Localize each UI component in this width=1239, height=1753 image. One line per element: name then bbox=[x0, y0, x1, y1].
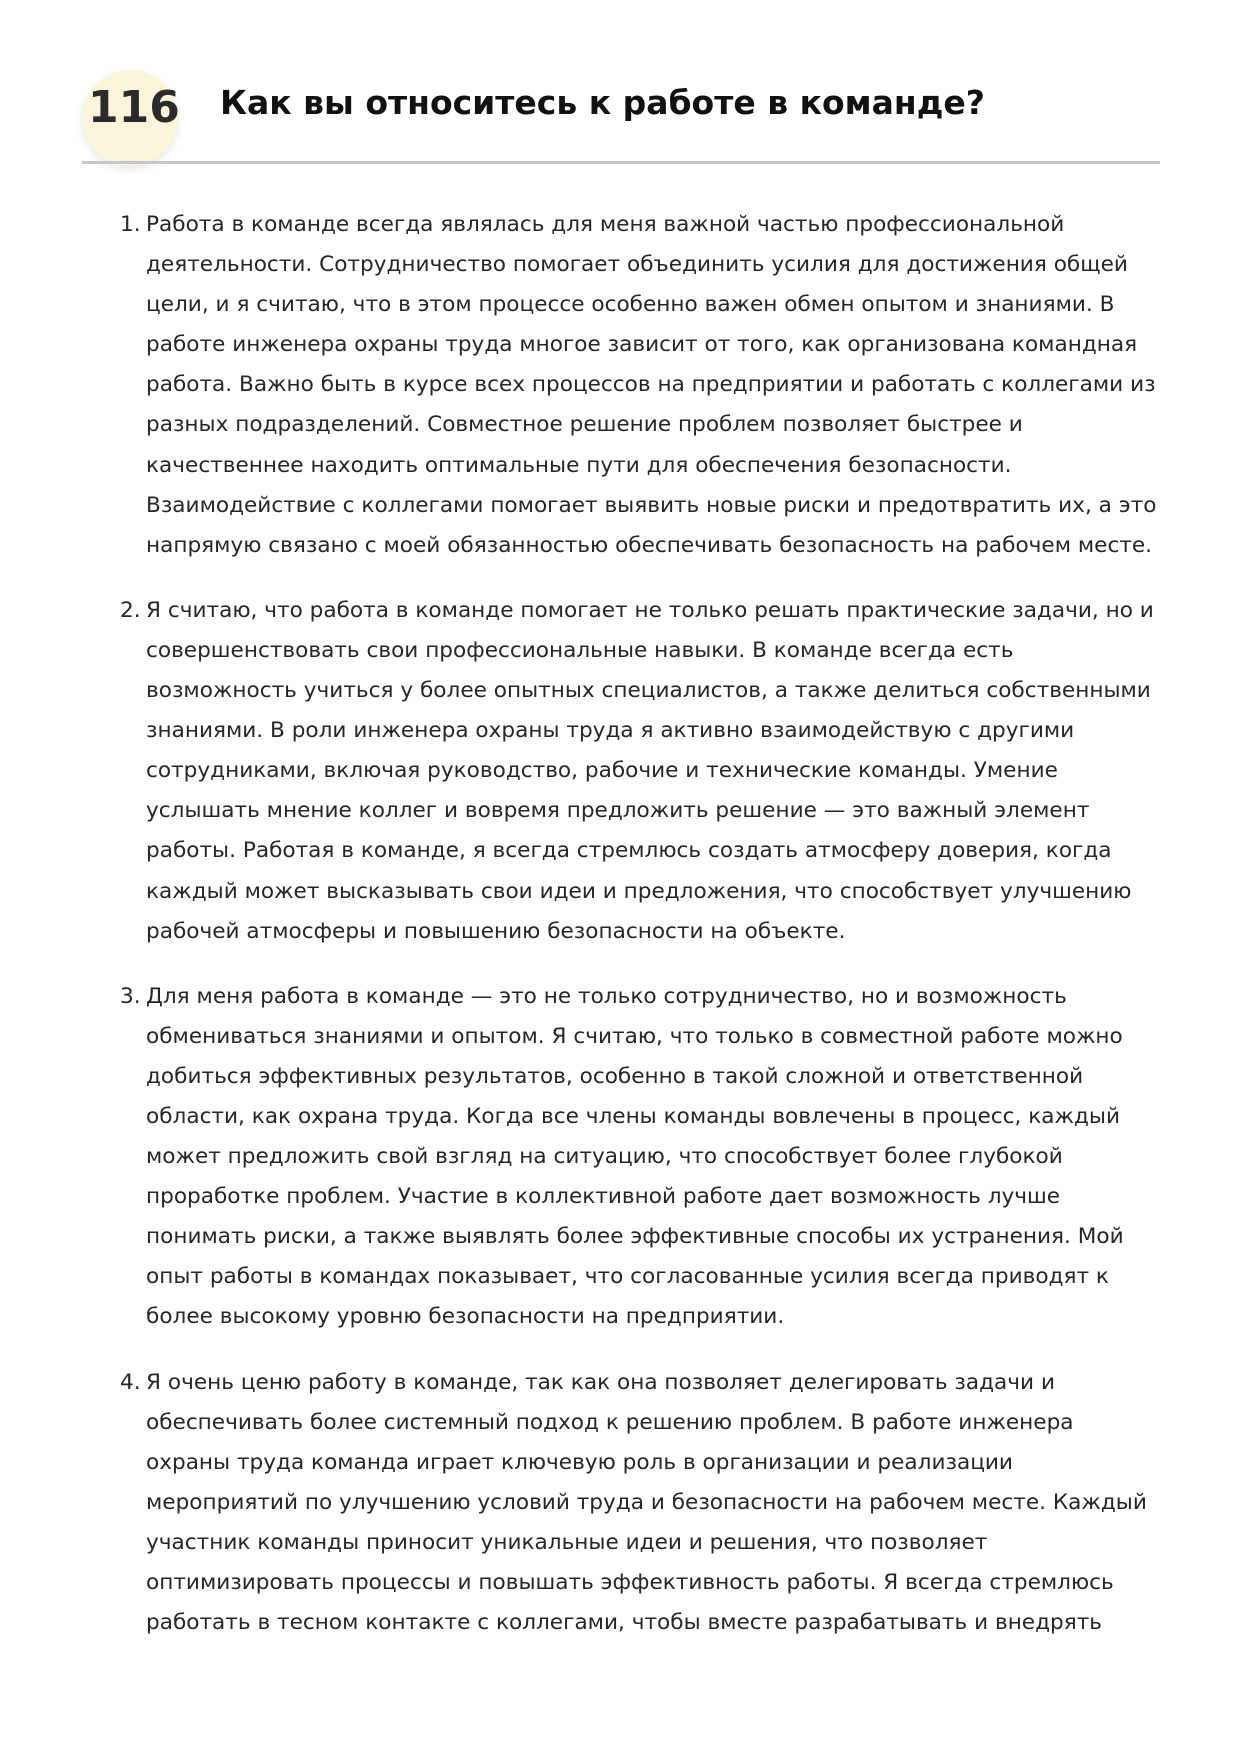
question-number: 116 bbox=[88, 82, 180, 133]
header-divider bbox=[82, 161, 1160, 164]
answer-item-4 bbox=[112, 1363, 1162, 1644]
answer-number: 2. bbox=[120, 597, 141, 623]
question-header bbox=[82, 60, 1160, 162]
question-title: Как вы относитесь к работе в команде? bbox=[220, 83, 985, 122]
answer-item-1 bbox=[112, 205, 1162, 566]
answers-list bbox=[112, 205, 1162, 1668]
answer-number: 1. bbox=[120, 212, 141, 237]
answer-number: 4. bbox=[120, 1369, 141, 1395]
answer-item-3 bbox=[112, 977, 1162, 1338]
answer-number: 3. bbox=[120, 983, 141, 1009]
answer-text: Работа в команде всегда являлась для меня важной частью профессиональной деятельности. Сотрудничество помогает объединить усилия для достижения общей цели, и я считаю, что в этом процессе особенно важен обмен опытом и знаниями. В работе инженера охраны труда многое зависит от того, как организована командная работа. Важно быть в курсе всех процессов на предприятии и работать с коллегами из разных подразделений. Совместное решение проблем позволяет быстрее и качественнее находить оптимальные пути для обеспечения безопасности. Взаимодействие с коллегами помогает выявить новые риски и предотвратить их, а это напрямую связано с моей обязанностью обеспечивать безопасность на рабочем месте. bbox=[146, 212, 1157, 558]
answer-item-2 bbox=[112, 591, 1162, 952]
answer-text: Я очень ценю работу в команде, так как она позволяет делегировать задачи и обеспечивать более системный подход к решению проблем. В работе инженера охраны труда команда играет ключевую роль в организации и реализации мероприятий по улучшению условий труда и безопасности на рабочем месте. Каждый участник команды приносит уникальные идеи и решения, что позволяет оптимизировать процессы и повышать эффективность работы. Я всегда стремлюсь работать в тесном контакте с коллегами, чтобы вместе разрабатывать и внедрять bbox=[146, 1369, 1147, 1636]
answer-text: Для меня работа в команде — это не только сотрудничество, но и возможность обмениваться знаниями и опытом. Я считаю, что только в совместной работе можно добиться эффективных результатов, особенно в такой сложной и ответственной области, как охрана труда. Когда все члены команды вовлечены в процесс, каждый может предложить свой взгляд на ситуацию, что способствует более глубокой проработке проблем. Участие в коллективной работе дает возможность лучше понимать риски, а также выявлять более эффективные способы их устранения. Мой опыт работы в командах показывает, что согласованные усилия всегда приводят к более высокому уровню безопасности на предприятии. bbox=[146, 983, 1124, 1330]
answer-text: Я считаю, что работа в команде помогает не только решать практические задачи, но и совершенствовать свои профессиональные навыки. В команде всегда есть возможность учиться у более опытных специалистов, а также делиться собственными знаниями. В роли инженера охраны труда я активно взаимодействую с другими сотрудниками, включая руководство, рабочие и технические команды. Умение услышать мнение коллег и вовремя предложить решение — это важный элемент работы. Работая в команде, я всегда стремлюсь создать атмосферу доверия, когда каждый может высказывать свои идеи и предложения, что способствует улучшению рабочей атмосферы и повышению безопасности на объекте. bbox=[146, 597, 1154, 944]
